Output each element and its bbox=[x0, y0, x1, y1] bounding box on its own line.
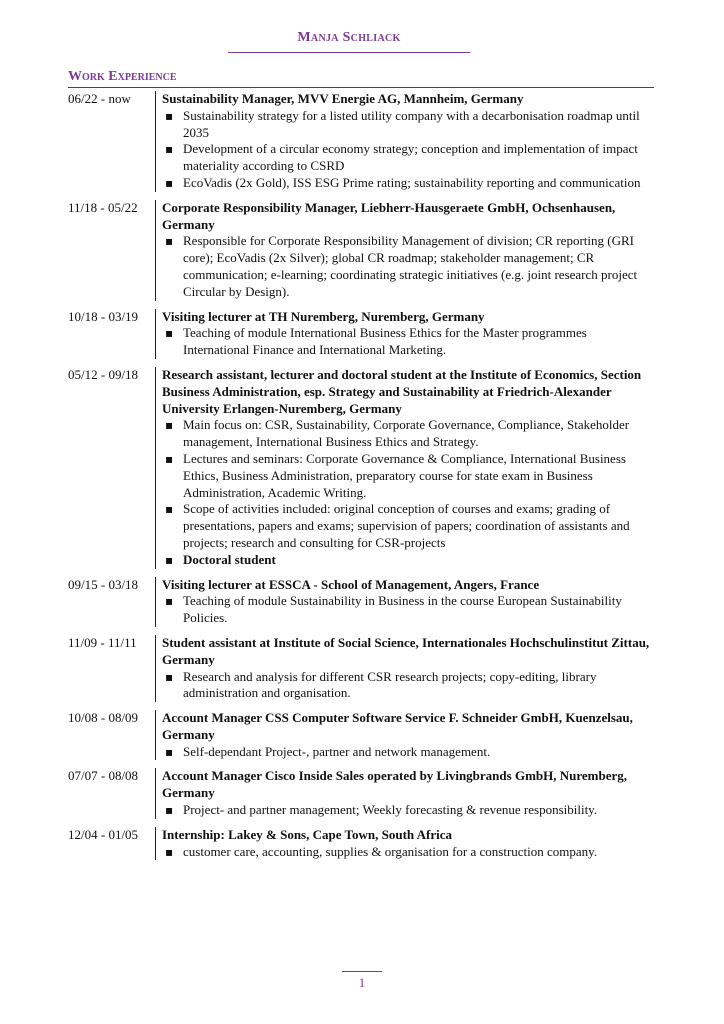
footer-divider bbox=[342, 971, 382, 972]
experience-entry bbox=[68, 200, 654, 301]
experience-entry bbox=[68, 768, 654, 818]
entry-bullet: ▪ Main focus on: CSR, Sustainability, Corporate Governance, Compliance, Stakeholder management, International Business Ethics and Strategy. bbox=[162, 417, 654, 451]
entry-content bbox=[155, 200, 654, 301]
entry-title: Sustainability Manager, MVV Energie AG, Mannheim, Germany bbox=[162, 91, 524, 106]
entry-content bbox=[155, 635, 654, 702]
entry-date: 11/09 - 11/11 bbox=[68, 634, 137, 650]
entry-title: Account Manager Cisco Inside Sales operated by Livingbrands GmbH, Nuremberg, Germany bbox=[162, 768, 628, 801]
entry-bullet-list bbox=[162, 417, 654, 568]
entry-content bbox=[155, 91, 654, 192]
experience-entry bbox=[68, 91, 654, 192]
entry-bullet-list bbox=[162, 593, 654, 627]
entry-title: Visiting lecturer at TH Nuremberg, Nuremberg, Germany bbox=[162, 308, 485, 324]
entry-date: 06/22 - now bbox=[68, 91, 131, 106]
entry-content bbox=[155, 768, 654, 818]
entry-date: 09/15 - 03/18 bbox=[68, 576, 139, 592]
entry-bullet: ▪ Self-dependant Project-, partner and network management. bbox=[162, 744, 654, 761]
entry-bullet-list bbox=[162, 108, 654, 192]
entry-title: Research assistant, lecturer and doctoral student at the Institute of Economics, Section Business Administration, esp. Strategy and Sustainability at Friedrich-Alexander University Erlangen-Nuremberg, Germany bbox=[162, 366, 642, 416]
entry-bullet: ▪ Development of a circular economy strategy; conception and implementation of impact materiality according to CSRD bbox=[162, 141, 654, 175]
entry-content bbox=[155, 827, 654, 861]
entry-bullet: ▪ Project- and partner management; Weekly forecasting & revenue responsibility. bbox=[162, 802, 654, 819]
entry-content bbox=[155, 710, 654, 760]
entry-bullet-list bbox=[162, 802, 654, 819]
entry-date: 10/18 - 03/19 bbox=[68, 308, 139, 324]
entry-content bbox=[155, 577, 654, 627]
experience-entry bbox=[68, 309, 654, 359]
entry-date: 07/07 - 08/08 bbox=[68, 768, 139, 784]
entry-bullet: ▪ Teaching of module Sustainability in Business in the course European Sustainability Policies. bbox=[162, 593, 654, 627]
page-number: 1 bbox=[358, 975, 366, 990]
entry-title: Account Manager CSS Computer Software Service F. Schneider GmbH, Kuenzelsau, Germany bbox=[162, 710, 633, 742]
entry-date: 11/18 - 05/22 bbox=[68, 199, 138, 215]
experience-entry bbox=[68, 710, 654, 760]
entry-bullet: ▪ Doctoral student bbox=[162, 552, 654, 569]
entry-bullet: ▪ Scope of activities included: original conception of courses and exams; grading of presentations, papers and exams; supervision of papers; coordination of assistants and projects; research and consulting for CSR-projects bbox=[162, 501, 654, 551]
entry-bullet: ▪ EcoVadis (2x Gold), ISS ESG Prime rating; sustainability reporting and communication bbox=[162, 175, 654, 192]
entry-date: 05/12 - 09/18 bbox=[68, 366, 139, 382]
experience-entry bbox=[68, 635, 654, 702]
entry-title: Student assistant at Institute of Social Science, Internationales Hochschulinstitut Zittau, Germany bbox=[162, 634, 650, 667]
entry-bullet: ▪ Sustainability strategy for a listed utility company with a decarbonisation roadmap until 2035 bbox=[162, 108, 654, 142]
entry-bullet: ▪ Teaching of module International Business Ethics for the Master programmes International Finance and International Marketing. bbox=[162, 325, 654, 359]
entry-bullet-list bbox=[162, 744, 654, 761]
entry-date: 12/04 - 01/05 bbox=[68, 826, 139, 842]
entry-title: Internship: Lakey & Sons, Cape Town, South Africa bbox=[162, 826, 453, 842]
entry-bullet: ▪ Research and analysis for different CSR research projects; copy-editing, library administration and organisation. bbox=[162, 669, 654, 703]
entry-bullet: ▪ customer care, accounting, supplies & organisation for a construction company. bbox=[162, 844, 654, 861]
header-divider bbox=[228, 52, 470, 53]
entry-bullet: ▪ Responsible for Corporate Responsibility Management of division; CR reporting (GRI core); EcoVadis (2x Silver); global CR roadmap; stakeholder management; CR communication; e-learning; coordinating strategic initiatives (e.g. joint research project Circular by Design). bbox=[162, 233, 654, 300]
experience-entry bbox=[68, 367, 654, 569]
experience-entry bbox=[68, 577, 654, 627]
entry-date: 10/08 - 08/09 bbox=[68, 710, 139, 726]
entry-title: Visiting lecturer at ESSCA - School of Management, Angers, France bbox=[162, 576, 540, 592]
entry-bullet: ▪ Lectures and seminars: Corporate Governance & Compliance, International Business Ethics, Business Administration, preparatory course for state exam in Business Administration, Academic Writing. bbox=[162, 451, 654, 501]
experience-entry bbox=[68, 827, 654, 861]
entry-content bbox=[155, 367, 654, 569]
work-experience-list bbox=[68, 91, 654, 860]
entry-bullet-list bbox=[162, 233, 654, 300]
entry-title: Corporate Responsibility Manager, Liebherr-Hausgeraete GmbH, Ochsenhausen, Germany bbox=[162, 199, 616, 232]
document-header-name: Manja Schliack bbox=[297, 30, 401, 45]
section-title-work-experience: Work Experience bbox=[68, 69, 177, 84]
entry-bullet-list bbox=[162, 669, 654, 703]
entry-bullet-list bbox=[162, 844, 654, 861]
section-divider bbox=[68, 87, 654, 88]
entry-bullet-list bbox=[162, 325, 654, 359]
entry-content bbox=[155, 309, 654, 359]
